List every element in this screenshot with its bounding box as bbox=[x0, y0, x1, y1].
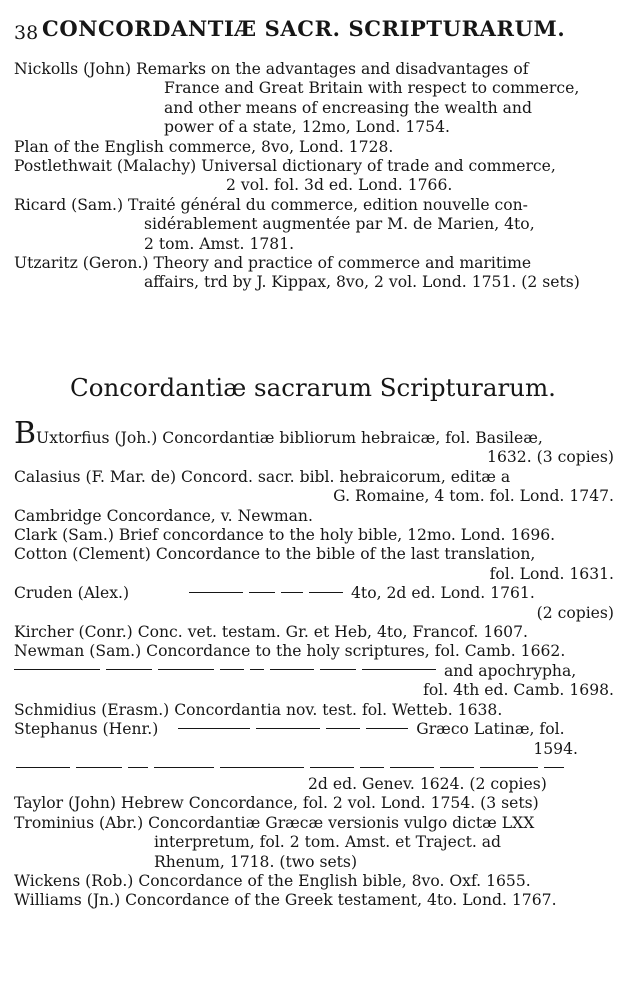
ditto-rule bbox=[309, 592, 343, 593]
entry-continuation: and other means of encreasing the wealth and bbox=[164, 98, 532, 117]
entry-continuation: 1632. (3 copies) bbox=[487, 448, 614, 467]
ditto-rule bbox=[362, 669, 436, 670]
entry-cambridge: Cambridge Concordance, v. Newman. bbox=[14, 506, 313, 525]
ditto-rule bbox=[178, 728, 250, 729]
entry-williams: Williams (Jn.) Concordance of the Greek testament, 4to. Lond. 1767. bbox=[14, 891, 557, 910]
ditto-rule bbox=[14, 669, 100, 670]
entry-name: Stephanus (Henr.) bbox=[14, 720, 159, 739]
ditto-rule bbox=[220, 767, 304, 768]
entry-continuation: fol. Lond. 1631. bbox=[489, 564, 614, 583]
entry-stephanus bbox=[14, 720, 614, 759]
ditto-rule bbox=[128, 767, 148, 768]
entry-heading: Calasius (F. Mar. de) Concord. sacr. bibl. hebraicorum, editæ a bbox=[14, 467, 511, 486]
concordance-entries bbox=[14, 416, 614, 911]
entry-heading: Uxtorfius (Joh.) Concordantiæ bibliorum hebraicæ, fol. Basileæ, bbox=[36, 429, 543, 447]
drop-cap: B bbox=[14, 416, 37, 451]
entry-continuation: 2 vol. fol. 3d ed. Lond. 1766. bbox=[226, 176, 453, 195]
entry-continuation: 2 tom. Amst. 1781. bbox=[144, 234, 295, 253]
ditto-rule bbox=[320, 669, 356, 670]
entry-continuation: fol. 4th ed. Camb. 1698. bbox=[423, 681, 614, 700]
ditto-rule bbox=[256, 728, 320, 729]
ditto-rule bbox=[76, 767, 122, 768]
entry-continuation: 1594. bbox=[533, 739, 578, 758]
ditto-rule bbox=[189, 592, 243, 593]
entry-newman-apocrypha bbox=[14, 662, 614, 701]
page-number: 38 bbox=[14, 22, 39, 44]
commerce-entries bbox=[14, 60, 614, 293]
ditto-rule bbox=[158, 669, 214, 670]
entry-continuation: France and Great Britain with respect to commerce, bbox=[164, 79, 580, 98]
entry-continuation: affairs, trd by J. Kippax, 8vo, 2 vol. Lond. 1751. (2 sets) bbox=[144, 273, 580, 292]
running-title: CONCORDANTIÆ SACR. SCRIPTURARUM. bbox=[42, 16, 566, 41]
entry-postlethwait bbox=[14, 157, 614, 196]
ditto-rule bbox=[544, 767, 564, 768]
entry-heading: Trominius (Abr.) Concordantiæ Græcæ versionis vulgo dictæ LXX bbox=[14, 813, 535, 832]
entry-continuation: Rhenum, 1718. (two sets) bbox=[154, 852, 358, 871]
entry-cotton bbox=[14, 545, 614, 584]
entry-heading: Postlethwait (Malachy) Universal dictionary of trade and commerce, bbox=[14, 157, 556, 176]
ditto-rule bbox=[366, 728, 408, 729]
entry-plan: Plan of the English commerce, 8vo, Lond. 1728. bbox=[14, 137, 394, 156]
ditto-rule bbox=[326, 728, 360, 729]
ditto-rule bbox=[154, 767, 214, 768]
entry-name: Cruden (Alex.) bbox=[14, 584, 130, 603]
entry-wickens: Wickens (Rob.) Concordance of the English bible, 8vo. Oxf. 1655. bbox=[14, 871, 531, 890]
page-header bbox=[14, 10, 614, 46]
entry-buxtorfius bbox=[14, 416, 614, 468]
ditto-rule bbox=[16, 767, 70, 768]
entry-taylor: Taylor (John) Hebrew Concordance, fol. 2 vol. Lond. 1754. (3 sets) bbox=[14, 794, 539, 813]
entry-tail: 4to, 2d ed. Lond. 1761. bbox=[351, 584, 535, 603]
ditto-rule-row bbox=[14, 759, 614, 775]
ditto-rule bbox=[220, 669, 244, 670]
entry-continuation: (2 copies) bbox=[536, 603, 614, 622]
entry-trominius bbox=[14, 814, 614, 872]
ditto-rule bbox=[390, 767, 434, 768]
entry-newman: Newman (Sam.) Concordance to the holy scriptures, fol. Camb. 1662. bbox=[14, 642, 566, 661]
entry-continuation: sidérablement augmentée par M. de Marien, 4to, bbox=[144, 215, 535, 234]
ditto-rule bbox=[310, 767, 354, 768]
entry-heading: Cotton (Clement) Concordance to the bible of the last translation, bbox=[14, 545, 536, 564]
entry-kircher: Kircher (Conr.) Conc. vet. testam. Gr. et Heb, 4to, Francof. 1607. bbox=[14, 623, 528, 642]
entry-tail: Græco Latinæ, fol. bbox=[416, 720, 565, 739]
entry-tail: and apochrypha, bbox=[443, 661, 577, 680]
entry-ricard bbox=[14, 196, 614, 254]
ditto-rule bbox=[106, 669, 152, 670]
ditto-rule bbox=[250, 669, 264, 670]
entry-continuation: power of a state, 12mo, Lond. 1754. bbox=[164, 118, 450, 137]
entry-continuation: G. Romaine, 4 tom. fol. Lond. 1747. bbox=[333, 487, 614, 506]
entry-cruden bbox=[14, 584, 614, 623]
entry-nickolls bbox=[14, 60, 614, 138]
entry-stephanus-second-edition: 2d ed. Genev. 1624. (2 copies) bbox=[308, 774, 547, 793]
entry-heading: Utzaritz (Geron.) Theory and practice of commerce and maritime bbox=[14, 254, 532, 273]
entry-schmidius: Schmidius (Erasm.) Concordantia nov. test. fol. Wetteb. 1638. bbox=[14, 700, 503, 719]
entry-clark: Clark (Sam.) Brief concordance to the holy bible, 12mo. Lond. 1696. bbox=[14, 526, 556, 545]
entry-utzaritz bbox=[14, 254, 614, 293]
entry-calasius bbox=[14, 468, 614, 507]
ditto-rule bbox=[440, 767, 474, 768]
ditto-rule bbox=[360, 767, 384, 768]
entry-continuation: interpretum, fol. 2 tom. Amst. et Traject. ad bbox=[154, 833, 502, 852]
ditto-rule bbox=[270, 669, 314, 670]
entry-heading: Nickolls (John) Remarks on the advantages and disadvantages of bbox=[14, 60, 529, 78]
ditto-rule bbox=[249, 592, 275, 593]
ditto-rule bbox=[281, 592, 303, 593]
ditto-rule bbox=[480, 767, 538, 768]
entry-heading: Ricard (Sam.) Traité général du commerce, edition nouvelle con- bbox=[14, 195, 528, 214]
section-title: Concordantiæ sacrarum Scripturarum. bbox=[70, 373, 556, 402]
